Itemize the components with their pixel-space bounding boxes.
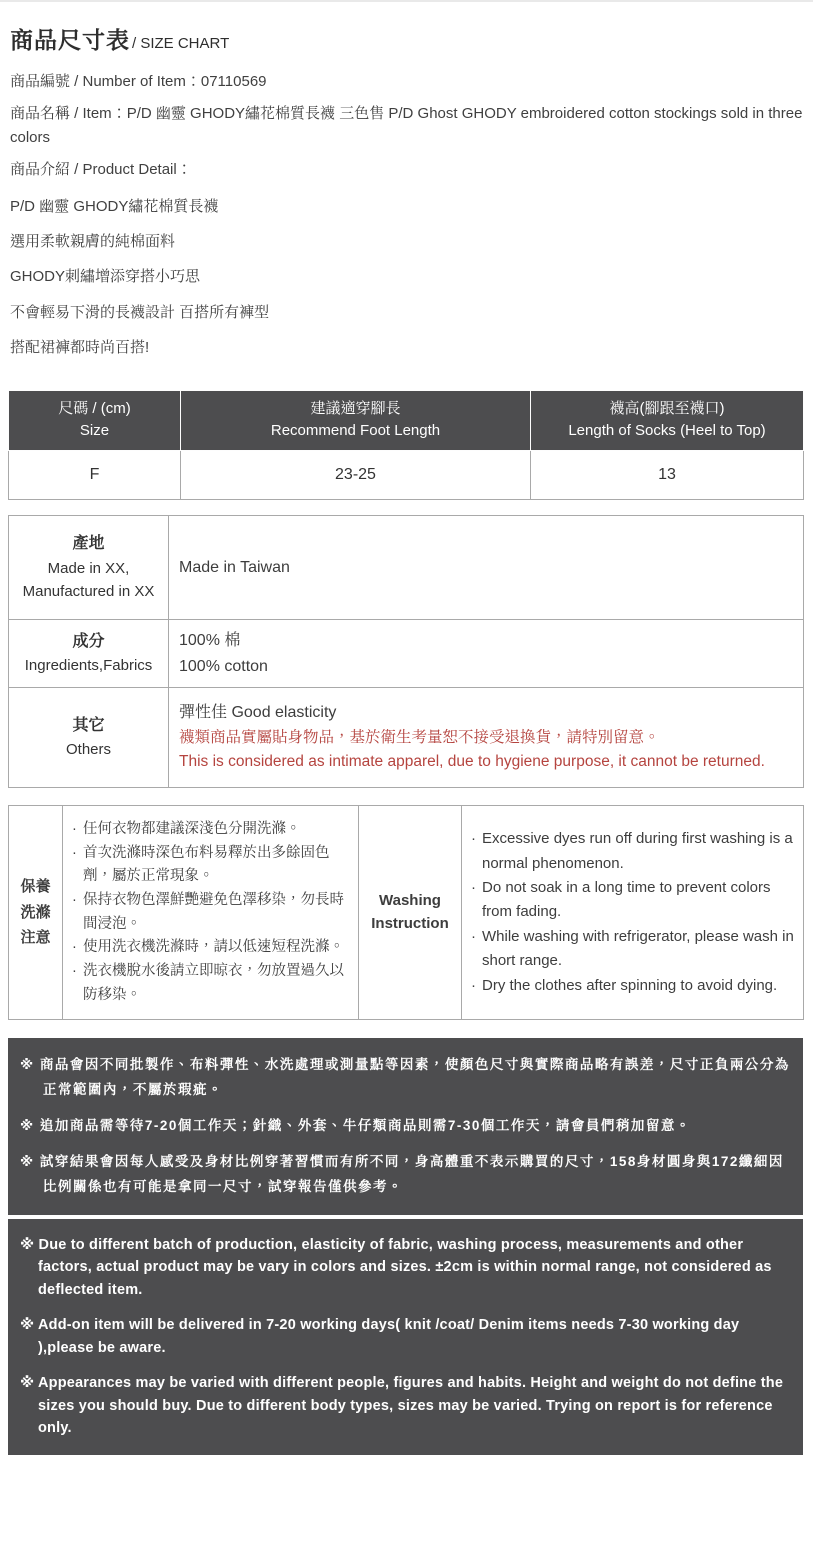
disclaimer-note-en: ※ Due to different batch of production, elasticity of fabric, washing process, measurements and other factors, actual product may be vary in colors and sizes. ±2cm is within normal range, not considered as deflected item. [20, 1236, 772, 1298]
washing-tip: · 任何衣物都建議深淺色分開洗滌。 [72, 818, 352, 842]
page-title-zh: 商品尺寸表 [10, 27, 130, 53]
others-row [9, 688, 804, 788]
others-label: 其它 Others [9, 688, 169, 788]
material-value: 100% 棉 100% cotton [169, 619, 804, 687]
bullet-dot: · [471, 830, 476, 848]
washing-tip: · While washing with refrigerator, please wash in short range. [471, 925, 797, 974]
page-title [10, 22, 803, 55]
origin-value: Made in Taiwan [169, 515, 804, 619]
size-chart-table [8, 390, 804, 500]
item-number-line [10, 70, 803, 93]
disclaimer-note-zh: ※ 追加商品需等待7-20個工作天；針織、外套、牛仔類商品則需7-30個工作天，請會員們稍加留意。 [20, 1118, 691, 1134]
washing-tips-zh [63, 806, 359, 1020]
washing-tip: · 使用洗衣機洗滌時，請以低速短程洗滌。 [72, 936, 352, 960]
washing-tip: · 首次洗滌時深色布料易釋於出多餘固色劑，屬於正常現象。 [72, 842, 352, 889]
bullet-dot: · [72, 892, 77, 908]
bullet-dot: · [471, 976, 476, 994]
washing-tips-en [462, 806, 804, 1020]
size-chart-data-row [9, 450, 804, 499]
others-value [169, 688, 804, 788]
foot-length-value: 23-25 [181, 450, 531, 499]
disclaimer-panel-en [8, 1219, 803, 1455]
washing-tip: · Do not soak in a long time to prevent colors from fading. [471, 876, 797, 925]
sock-height-value: 13 [531, 450, 804, 499]
elasticity-note: 彈性佳 Good elasticity [179, 704, 337, 722]
washing-instruction-table [8, 805, 804, 1020]
bullet-dot: · [471, 878, 476, 896]
product-info-table [8, 515, 804, 788]
material-label: 成分 Ingredients,Fabrics [9, 619, 169, 687]
origin-row [9, 515, 804, 619]
size-value: F [9, 450, 181, 499]
item-number-label: 商品編號 / Number of Item： [10, 73, 201, 90]
detail-line: 不會輕易下滑的長襪設計 百搭所有褲型 [10, 303, 270, 321]
disclaimer-note-en: ※ Add-on item will be delivered in 7-20 working days( knit /coat/ Denim items needs 7-30 working day ),please be aware. [20, 1317, 740, 1356]
product-detail-description [10, 194, 803, 360]
disclaimer-panel-zh [8, 1038, 803, 1215]
bullet-dot: · [72, 844, 77, 861]
size-chart-header-row [9, 390, 804, 450]
hygiene-notice-en: This is considered as intimate apparel, due to hygiene purpose, it cannot be returned. [179, 753, 765, 771]
product-detail-label: 商品介紹 / Product Detail： [10, 160, 192, 178]
size-column-header: 尺碼 / (cm) Size [9, 390, 181, 450]
washing-tip: · 洗衣機脫水後請立即晾衣，勿放置過久以防移染。 [72, 960, 352, 1007]
bullet-dot: · [72, 962, 77, 979]
sock-height-column-header: 襪高(腳跟至襪口) Length of Socks (Heel to Top) [531, 390, 804, 450]
disclaimer-note-en: ※ Appearances may be varied with different people, figures and habits. Height and weight do not define the sizes you should buy. Due to different body types, sizes may be varied. Trying on report is for reference only. [20, 1375, 784, 1437]
detail-line: GHODY刺繡增添穿搭小巧思 [10, 268, 201, 286]
washing-tip: · 保持衣物色澤鮮艷避免色澤移染，勿長時間浸泡。 [72, 889, 352, 936]
bullet-dot: · [72, 821, 77, 838]
material-row [9, 619, 804, 687]
washing-tip: · Dry the clothes after spinning to avoid dying. [471, 974, 797, 998]
disclaimer-note-zh: ※ 試穿結果會因每人感受及身材比例穿著習慣而有所不同，身高體重不表示購買的尺寸，158身材圓身與172纖細因比例關係也有可能是拿同一尺寸，試穿報告僅供參考。 [20, 1154, 784, 1194]
bullet-dot: · [72, 939, 77, 956]
detail-line: 搭配裙褲都時尚百搭! [10, 338, 150, 356]
item-name-label: 商品名稱 / Item： [10, 105, 127, 123]
disclaimer-note-zh: ※ 商品會因不同批製作、布料彈性、水洗處理或測量點等因素，使顏色尺寸與實際商品略有誤差，尺寸正負兩公分為正常範圍內，不屬於瑕疵。 [20, 1057, 790, 1098]
washing-label-en: Washing Instruction [359, 806, 462, 1020]
bullet-dot: · [471, 927, 476, 945]
origin-label: 產地 Made in XX, Manufactured in XX [9, 515, 169, 619]
washing-row [9, 806, 804, 1020]
detail-line: 選用柔軟親膚的純棉面料 [10, 233, 176, 251]
item-name-value: P/D 幽靈 GHODY繡花棉質長襪 三色售 P/D Ghost GHODY embroidered cotton stockings sold in three colors [10, 105, 803, 146]
washing-label-zh: 保養 洗滌 注意 [9, 806, 63, 1020]
item-name-line [10, 102, 803, 149]
washing-tip: · Excessive dyes run off during first washing is a normal phenomenon. [471, 827, 797, 876]
detail-line: P/D 幽靈 GHODY繡花棉質長襪 [10, 198, 219, 215]
foot-length-column-header: 建議適穿腳長 Recommend Foot Length [181, 390, 531, 450]
page-title-en: / SIZE CHART [132, 35, 230, 52]
hygiene-notice-zh: 襪類商品實屬貼身物品，基於衛生考量恕不接受退換貨，請特別留意。 [179, 728, 660, 746]
item-number-value: 07110569 [200, 73, 267, 90]
